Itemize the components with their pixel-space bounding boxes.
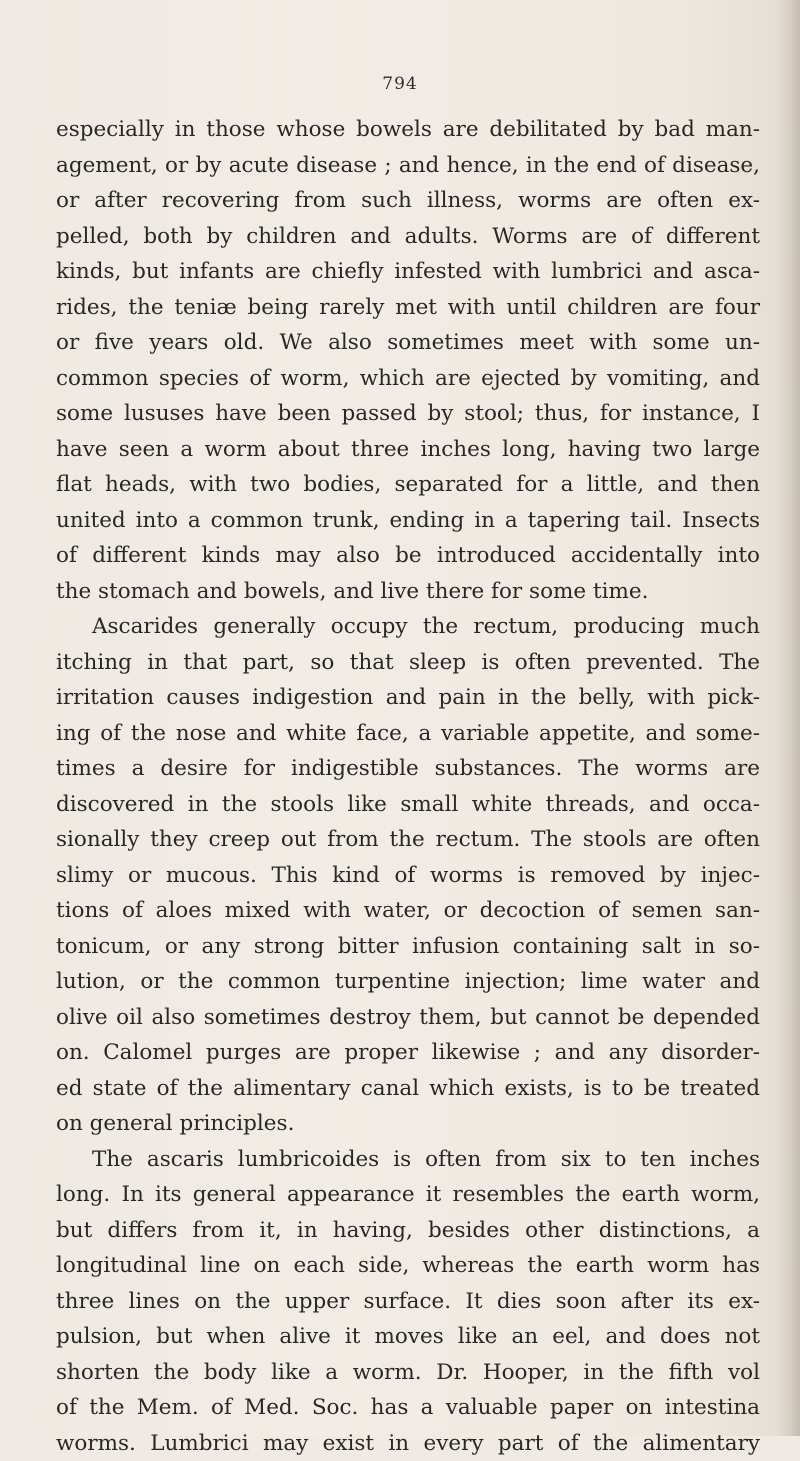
text-line: but differs from it, in having, besides other distinctions, a: [56, 1213, 760, 1249]
text-line: times a desire for indigestible substances. The worms are: [56, 751, 760, 787]
text-line: flat heads, with two bodies, separated for a little, and then: [56, 467, 760, 503]
text-line: lution, or the common turpentine injection; lime water and: [56, 964, 760, 1000]
text-line: pelled, both by children and adults. Worms are of different: [56, 219, 760, 255]
text-line: united into a common trunk, ending in a tapering tail. Insects: [56, 503, 760, 539]
text-line: common species of worm, which are ejected by vomiting, and: [56, 361, 760, 397]
text-line: or five years old. We also sometimes meet with some un-: [56, 325, 760, 361]
text-line: pulsion, but when alive it moves like an eel, and does not: [56, 1319, 760, 1355]
text-line: tonicum, or any strong bitter infusion containing salt in so-: [56, 929, 760, 965]
body-text: [56, 112, 760, 1461]
text-line: sionally they creep out from the rectum. The stools are often: [56, 822, 760, 858]
text-line: itching in that part, so that sleep is often prevented. The: [56, 645, 760, 681]
text-line: the stomach and bowels, and live there for some time.: [56, 574, 760, 610]
text-line: shorten the body like a worm. Dr. Hooper, in the fifth vol: [56, 1355, 760, 1391]
text-line: especially in those whose bowels are debilitated by bad man-: [56, 112, 760, 148]
text-line: or after recovering from such illness, worms are often ex-: [56, 183, 760, 219]
text-line: slimy or mucous. This kind of worms is removed by injec-: [56, 858, 760, 894]
text-line: kinds, but infants are chiefly infested with lumbrici and asca-: [56, 254, 760, 290]
text-line: ing of the nose and white face, a variable appetite, and some-: [56, 716, 760, 752]
text-line: worms. Lumbrici may exist in every part of the alimentary: [56, 1426, 760, 1461]
text-line: long. In its general appearance it resembles the earth worm,: [56, 1177, 760, 1213]
text-line: on general principles.: [56, 1106, 760, 1142]
text-line: three lines on the upper surface. It dies soon after its ex-: [56, 1284, 760, 1320]
text-line: olive oil also sometimes destroy them, but cannot be depended: [56, 1000, 760, 1036]
text-line: discovered in the stools like small white threads, and occa-: [56, 787, 760, 823]
text-line: have seen a worm about three inches long, having two large: [56, 432, 760, 468]
text-line: of different kinds may also be introduced accidentally into: [56, 538, 760, 574]
page-number: 794: [0, 74, 800, 94]
text-line: irritation causes indigestion and pain in the belly, with pick-: [56, 680, 760, 716]
text-line: tions of aloes mixed with water, or decoction of semen san-: [56, 893, 760, 929]
text-line: rides, the teniæ being rarely met with until children are four: [56, 290, 760, 326]
text-line: longitudinal line on each side, whereas the earth worm has: [56, 1248, 760, 1284]
text-line: of the Mem. of Med. Soc. has a valuable paper on intestina: [56, 1390, 760, 1426]
page-edge-shadow: [776, 0, 800, 1436]
text-line: The ascaris lumbricoides is often from six to ten inches: [56, 1142, 760, 1178]
text-line: on. Calomel purges are proper likewise ; and any disorder-: [56, 1035, 760, 1071]
text-line: Ascarides generally occupy the rectum, producing much: [56, 609, 760, 645]
text-line: ed state of the alimentary canal which exists, is to be treated: [56, 1071, 760, 1107]
text-line: agement, or by acute disease ; and hence, in the end of disease,: [56, 148, 760, 184]
text-line: some lususes have been passed by stool; thus, for instance, I: [56, 396, 760, 432]
